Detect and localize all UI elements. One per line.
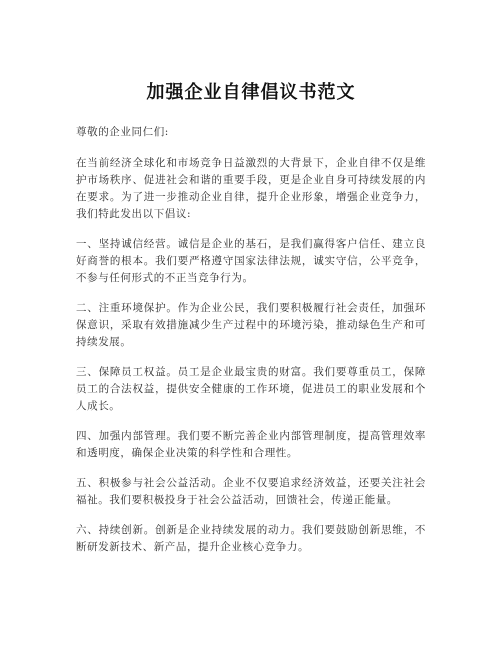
greeting: 尊敬的企业同仁们: [76,126,169,138]
document-body [76,124,426,569]
paragraph-item-1: 一、坚持诚信经营。诚信是企业的基石，是我们赢得客户信任、建立良好商誉的根本。我们要严格遵守国家法律法规，诚实守信，公平竞争，不参与任何形式的不正当竞争行为。 [76,238,426,284]
paragraph-item-5: 五、积极参与社会公益活动。企业不仅要追求经济效益，还要关注社会福祉。我们要积极投身于社会公益活动，回馈社会，传递正能量。 [76,477,426,506]
paragraph-item-4: 四、加强内部管理。我们要不断完善企业内部管理制度，提高管理效率和透明度，确保企业决策的科学性和合理性。 [76,430,426,459]
document-title: 加强企业自律倡议书范文 [146,82,356,103]
paragraph-intro: 在当前经济全球化和市场竞争日益激烈的大背景下，企业自律不仅是维护市场秩序、促进社会和谐的重要手段，更是企业自身可持续发展的内在要求。为了进一步推动企业自律，提升企业形象，增强企业竞争力，我们特此发出以下倡议: [76,157,426,220]
paragraph-item-3: 三、保障员工权益。员工是企业最宝贵的财富。我们要尊重员工，保障员工的合法权益，提供安全健康的工作环境，促进员工的职业发展和个人成长。 [76,366,426,412]
paragraph-item-6: 六、持续创新。创新是企业持续发展的动力。我们要鼓励创新思维，不断研发新技术、新产品，提升企业核心竞争力。 [76,524,426,553]
paragraph-item-2: 二、注重环境保护。作为企业公民，我们要积极履行社会责任，加强环保意识，采取有效措施减少生产过程中的环境污染，推动绿色生产和可持续发展。 [76,302,426,348]
